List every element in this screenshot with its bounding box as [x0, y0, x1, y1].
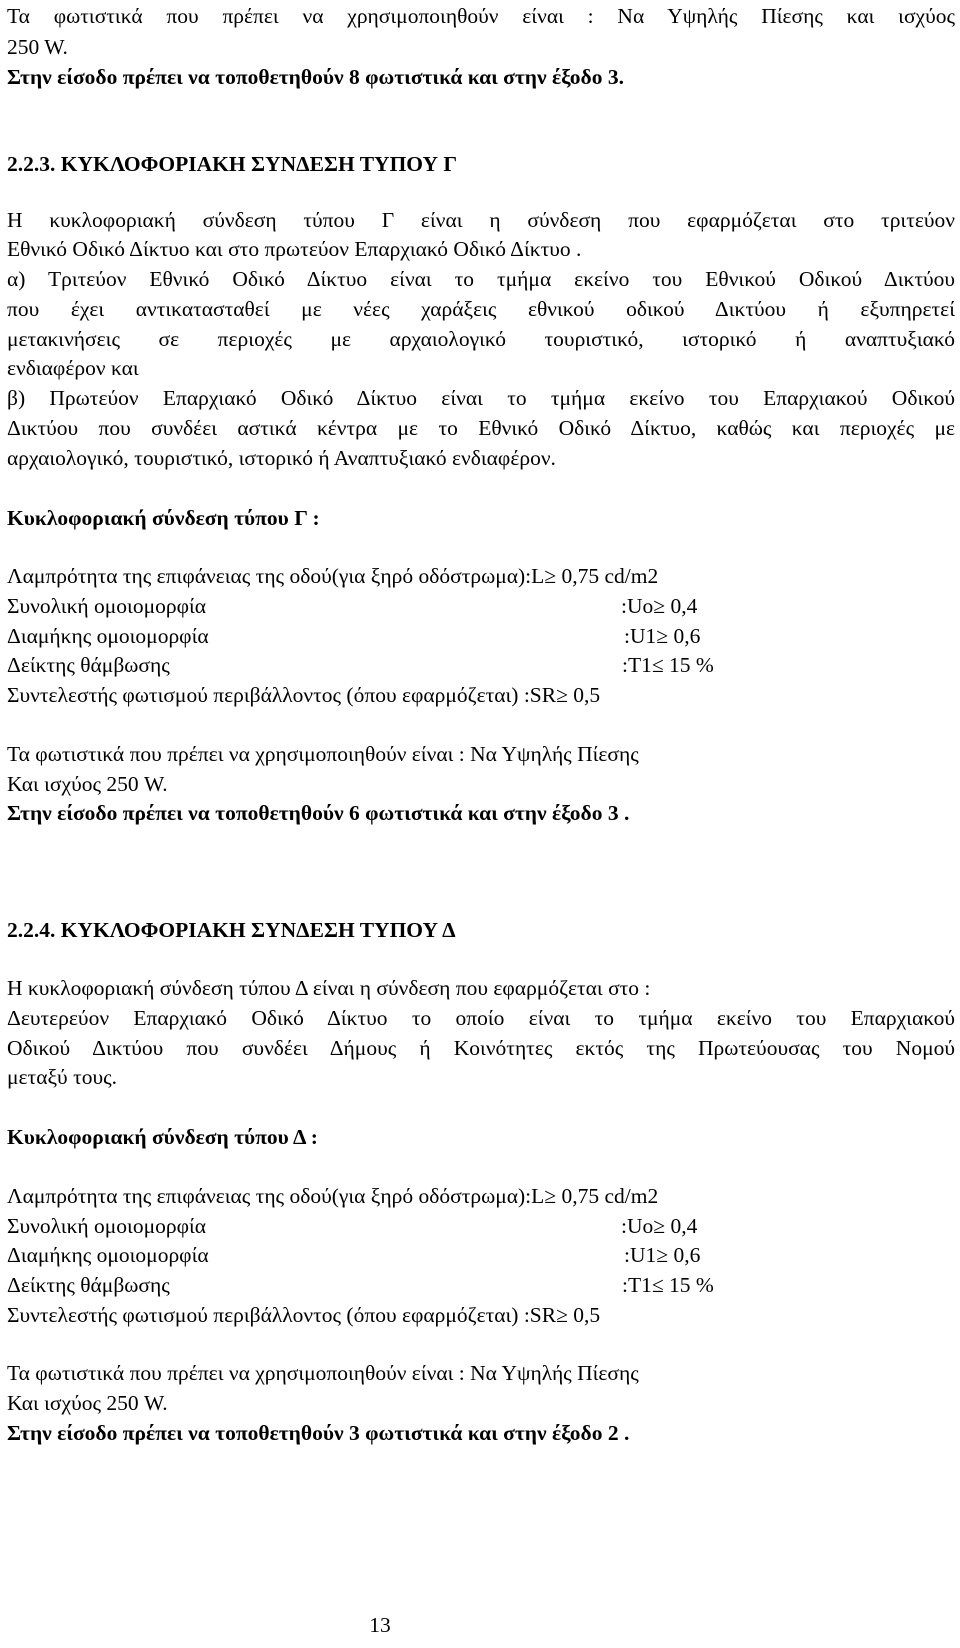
- sec4-lamps-line-1: Τα φωτιστικά που πρέπει να χρησιμοποιηθούν είναι : Να Υψηλής Πίεσης: [7, 1361, 639, 1385]
- sec3-entry-exit-note: Στην είσοδο πρέπει να τοποθετηθούν 6 φωτιστικά και στην έξοδο 3 .: [7, 801, 630, 825]
- sec3-spec-longitudinal-uniformity: Διαμήκης ομοιομορφία: [7, 624, 209, 648]
- sec3-a-line-4: ενδιαφέρον και: [7, 356, 139, 380]
- top-entry-exit-note: Στην είσοδο πρέπει να τοποθετηθούν 8 φωτιστικά και στην έξοδο 3.: [7, 65, 624, 89]
- sec3-intro-line-1: Η κυκλοφοριακή σύνδεση τύπου Γ είναι η σύνδεση που εφαρμόζεται στο τριτεύον: [7, 208, 955, 232]
- sec3-lamps-line-2: Και ισχύος 250 W.: [7, 772, 168, 796]
- sec3-lamps-line-1: Τα φωτιστικά που πρέπει να χρησιμοποιηθούν είναι : Να Υψηλής Πίεσης: [7, 742, 639, 766]
- sec3-spec-luminance: Λαμπρότητα της επιφάνειας της οδού(για ξηρό οδόστρωμα):L≥ 0,75 cd/m2: [7, 564, 659, 588]
- sec3-b-line-3: αρχαιολογικό, τουριστικό, ιστορικό ή Αναπτυξιακό ενδιαφέρον.: [7, 446, 556, 470]
- greater-equal-symbol: ≥: [544, 564, 557, 588]
- sec4-spec-luminance: Λαμπρότητα της επιφάνειας της οδού(για ξηρό οδόστρωμα):L≥ 0,75 cd/m2: [7, 1184, 659, 1208]
- sec3-spec-glare-index-value: :T1≤ 15 %: [622, 653, 714, 677]
- sec4-intro-line-4: μεταξύ τους.: [7, 1065, 117, 1089]
- sec4-spec-overall-uniformity: Συνολική ομοιομορφία: [7, 1214, 207, 1238]
- sec4-subheading: Κυκλοφοριακή σύνδεση τύπου Δ :: [7, 1125, 318, 1149]
- section-heading-2-2-4: 2.2.4. ΚΥΚΛΟΦΟΡΙΑΚΗ ΣΥΝΔΕΣΗ ΤΥΠΟΥ Δ: [7, 918, 456, 942]
- sec4-spec-overall-uniformity-value: :Uo≥ 0,4: [621, 1214, 698, 1238]
- sec3-a-line-3: μετακινήσεις σε περιοχές με αρχαιολογικό τουριστικό, ιστορικό ή αναπτυξιακό: [7, 327, 955, 351]
- page-number: 13: [369, 1613, 391, 1637]
- sec4-lamps-line-2: Και ισχύος 250 W.: [7, 1391, 168, 1415]
- sec3-subheading: Κυκλοφοριακή σύνδεση τύπου Γ :: [7, 506, 320, 530]
- sec4-intro-line-1: Η κυκλοφοριακή σύνδεση τύπου Δ είναι η σύνδεση που εφαρμόζεται στο :: [7, 976, 651, 1000]
- sec3-b-line-1: β) Πρωτεύον Επαρχιακό Οδικό Δίκτυο είναι το τμήμα εκείνο του Επαρχιακού Οδικού: [7, 386, 955, 410]
- sec3-spec-surround-ratio: Συντελεστής φωτισμού περιβάλλοντος (όπου εφαρμόζεται) :SR≥ 0,5: [7, 683, 601, 707]
- sec4-intro-line-2: Δευτερεύον Επαρχιακό Οδικό Δίκτυο το οποίο είναι το τμήμα εκείνο του Επαρχιακού: [7, 1006, 955, 1030]
- greater-equal-symbol: ≥: [656, 1243, 669, 1267]
- greater-equal-symbol: ≥: [556, 1303, 568, 1327]
- sec3-spec-overall-uniformity-value: :Uo≥ 0,4: [621, 594, 698, 618]
- sec4-entry-exit-note: Στην είσοδο πρέπει να τοποθετηθούν 3 φωτιστικά και στην έξοδο 2 .: [7, 1421, 630, 1445]
- sec4-intro-line-3: Οδικού Δικτύου που συνδέει Δήμους ή Κοινότητες εκτός της Πρωτεύουσας του Νομού: [7, 1036, 955, 1060]
- greater-equal-symbol: ≥: [653, 1214, 666, 1238]
- greater-equal-symbol: ≥: [653, 594, 666, 618]
- greater-equal-symbol: ≥: [544, 1184, 557, 1208]
- section-heading-2-2-3: 2.2.3. ΚΥΚΛΟΦΟΡΙΑΚΗ ΣΥΝΔΕΣΗ ΤΥΠΟΥ Γ: [7, 152, 458, 176]
- sec3-intro-line-2: Εθνικό Οδικό Δίκτυο και στο πρωτεύον Επαρχιακό Οδικό Δίκτυο .: [7, 237, 582, 261]
- sec3-a-line-2: που έχει αντικατασταθεί με νέες χαράξεις εθνικού οδικού Δικτύου ή εξυπηρετεί: [7, 297, 955, 321]
- sec4-spec-longitudinal-uniformity-value: :U1≥ 0,6: [624, 1243, 701, 1267]
- sec3-a-line-1: α) Τριτεύον Εθνικό Οδικό Δίκτυο είναι το τμήμα εκείνο του Εθνικού Οδικού Δικτύου: [7, 267, 955, 291]
- greater-equal-symbol: ≥: [556, 683, 568, 707]
- greater-equal-symbol: ≥: [656, 624, 669, 648]
- sec3-spec-glare-index: Δείκτης θάμβωσης: [7, 653, 170, 677]
- sec4-spec-surround-ratio: Συντελεστής φωτισμού περιβάλλοντος (όπου εφαρμόζεται) :SR≥ 0,5: [7, 1303, 601, 1327]
- less-equal-symbol: ≤: [651, 653, 664, 677]
- sec3-spec-longitudinal-uniformity-value: :U1≥ 0,6: [624, 624, 701, 648]
- sec4-spec-longitudinal-uniformity: Διαμήκης ομοιομορφία: [7, 1243, 209, 1267]
- sec4-spec-glare-index-value: :T1≤ 15 %: [622, 1273, 714, 1297]
- sec3-b-line-2: Δικτύου που συνδέει αστικά κέντρα με το Εθνικό Οδικό Δίκτυο, καθώς και περιοχές με: [7, 416, 955, 440]
- top-line-1: Τα φωτιστικά που πρέπει να χρησιμοποιηθούν είναι : Να Υψηλής Πίεσης και ισχύος: [7, 4, 955, 28]
- top-line-2: 250 W.: [7, 35, 68, 59]
- sec4-spec-glare-index: Δείκτης θάμβωσης: [7, 1273, 170, 1297]
- sec3-spec-overall-uniformity: Συνολική ομοιομορφία: [7, 594, 207, 618]
- less-equal-symbol: ≤: [651, 1273, 664, 1297]
